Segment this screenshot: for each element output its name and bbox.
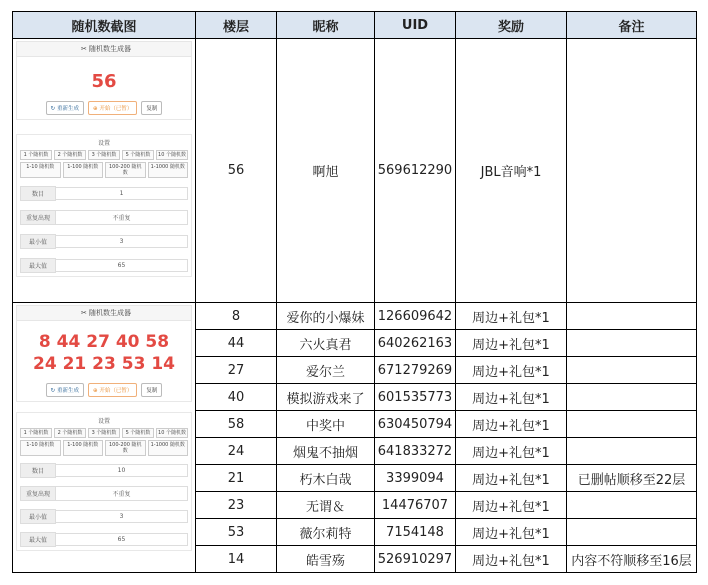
uid-cell: 569612290: [375, 39, 456, 303]
chip: 1-100 随机数: [63, 440, 104, 456]
nickname-cell: 朽木白哉: [277, 465, 375, 492]
reward-cell: 周边+礼包*1: [456, 465, 567, 492]
field-value: 65: [56, 259, 188, 272]
floor-cell: 58: [196, 411, 277, 438]
reward-cell: JBL音响*1: [456, 39, 567, 303]
note-cell: [567, 519, 697, 546]
floor-cell: 21: [196, 465, 277, 492]
col-header-nickname: 昵称: [277, 12, 375, 39]
note-cell: [567, 492, 697, 519]
note-cell: [567, 438, 697, 465]
uid-cell: 3399094: [375, 465, 456, 492]
field-label: 最大值: [20, 532, 56, 547]
chip: 100-200 随机数: [105, 440, 146, 456]
reward-cell: 周边+礼包*1: [456, 384, 567, 411]
col-header-note: 备注: [567, 12, 697, 39]
chip: 1-100 随机数: [63, 162, 104, 178]
nickname-cell: 爱尔兰: [277, 357, 375, 384]
field-value: 3: [56, 510, 188, 523]
floor-cell: 53: [196, 519, 277, 546]
settings-label: 设置: [97, 418, 110, 425]
uid-cell: 7154148: [375, 519, 456, 546]
floor-cell: 24: [196, 438, 277, 465]
screenshot-cell-1: [13, 39, 196, 303]
nickname-cell: 烟鬼不抽烟: [277, 438, 375, 465]
regenerate-button: ↻ 重新生成: [46, 101, 84, 115]
start-button: ⊕ 开始（已暂）: [88, 101, 137, 115]
floor-cell: 40: [196, 384, 277, 411]
floor-cell: 23: [196, 492, 277, 519]
reward-cell: 周边+礼包*1: [456, 546, 567, 573]
reward-cell: 周边+礼包*1: [456, 303, 567, 330]
table-row: [13, 303, 697, 330]
field-value: 不重复: [56, 486, 188, 501]
header-row: [13, 12, 697, 39]
chip: 1-10 随机数: [20, 440, 61, 456]
note-cell: [567, 411, 697, 438]
note-cell: [567, 330, 697, 357]
copy-button: 复制: [141, 383, 162, 397]
reward-cell: 周边+礼包*1: [456, 519, 567, 546]
floor-cell: 44: [196, 330, 277, 357]
uid-cell: 641833272: [375, 438, 456, 465]
generator-title: ✂ 随机数生成器: [16, 41, 192, 57]
generator-result: 56: [91, 71, 117, 92]
field-label: 数目: [20, 463, 56, 478]
settings-label: 设置: [97, 140, 110, 147]
uid-cell: 526910297: [375, 546, 456, 573]
chip: 100-200 随机数: [105, 162, 146, 178]
uid-cell: 601535773: [375, 384, 456, 411]
nickname-cell: 啊旭: [277, 39, 375, 303]
field-value: 65: [56, 533, 188, 546]
chip: 2 个随机数: [54, 150, 86, 160]
col-header-uid: UID: [375, 12, 456, 39]
results-table: [12, 11, 697, 573]
field-label: 重复出现: [20, 210, 56, 225]
start-button: ⊕ 开始（已暂）: [88, 383, 137, 397]
generator-result-line-1: 8 44 27 40 58: [38, 332, 170, 352]
screenshot-cell-2: [13, 303, 196, 573]
note-cell: [567, 39, 697, 303]
field-label: 最大值: [20, 258, 56, 273]
nickname-cell: 无谓＆: [277, 492, 375, 519]
nickname-cell: 皓雪殇: [277, 546, 375, 573]
reward-cell: 周边+礼包*1: [456, 438, 567, 465]
chip: 2 个随机数: [54, 428, 86, 438]
chip: 5 个随机数: [122, 150, 154, 160]
field-label: 最小值: [20, 234, 56, 249]
chip: 1-1000 随机数: [148, 440, 189, 456]
col-header-floor: 楼层: [196, 12, 277, 39]
field-value: 不重复: [56, 210, 188, 225]
chip: 1 个随机数: [20, 428, 52, 438]
floor-cell: 56: [196, 39, 277, 303]
regenerate-button: ↻ 重新生成: [46, 383, 84, 397]
random-generator-screenshot: [16, 41, 192, 277]
reward-cell: 周边+礼包*1: [456, 492, 567, 519]
note-cell: [567, 357, 697, 384]
table-row: [13, 39, 697, 303]
note-cell: 内容不符顺移至16层: [567, 546, 697, 573]
uid-cell: 126609642: [375, 303, 456, 330]
reward-cell: 周边+礼包*1: [456, 330, 567, 357]
copy-button: 复制: [141, 101, 162, 115]
chip: 3 个随机数: [88, 150, 120, 160]
nickname-cell: 中奖中: [277, 411, 375, 438]
field-label: 最小值: [20, 509, 56, 524]
note-cell: [567, 384, 697, 411]
field-value: 10: [56, 464, 188, 477]
nickname-cell: 模拟游戏来了: [277, 384, 375, 411]
chip: 3 个随机数: [88, 428, 120, 438]
reward-cell: 周边+礼包*1: [456, 357, 567, 384]
chip: 1-10 随机数: [20, 162, 61, 178]
chip: 10 个随机数: [156, 150, 188, 160]
chip: 1 个随机数: [20, 150, 52, 160]
note-cell: 已删帖顺移至22层: [567, 465, 697, 492]
note-cell: [567, 303, 697, 330]
floor-cell: 27: [196, 357, 277, 384]
col-header-screenshot: 随机数截图: [13, 12, 196, 39]
uid-cell: 14476707: [375, 492, 456, 519]
uid-cell: 630450794: [375, 411, 456, 438]
field-value: 1: [56, 187, 188, 200]
chip: 5 个随机数: [122, 428, 154, 438]
field-label: 重复出现: [20, 486, 56, 501]
reward-cell: 周边+礼包*1: [456, 411, 567, 438]
generator-result-line-2: 24 21 23 53 14: [33, 354, 175, 374]
nickname-cell: 爱你的小爆妹: [277, 303, 375, 330]
chip: 10 个随机数: [156, 428, 188, 438]
floor-cell: 14: [196, 546, 277, 573]
field-label: 数目: [20, 186, 56, 201]
uid-cell: 640262163: [375, 330, 456, 357]
nickname-cell: 薇尔莉特: [277, 519, 375, 546]
chip: 1-1000 随机数: [148, 162, 189, 178]
generator-title: ✂ 随机数生成器: [16, 305, 192, 321]
uid-cell: 671279269: [375, 357, 456, 384]
col-header-reward: 奖励: [456, 12, 567, 39]
field-value: 3: [56, 235, 188, 248]
nickname-cell: 六火真君: [277, 330, 375, 357]
random-generator-screenshot: [16, 305, 192, 551]
floor-cell: 8: [196, 303, 277, 330]
